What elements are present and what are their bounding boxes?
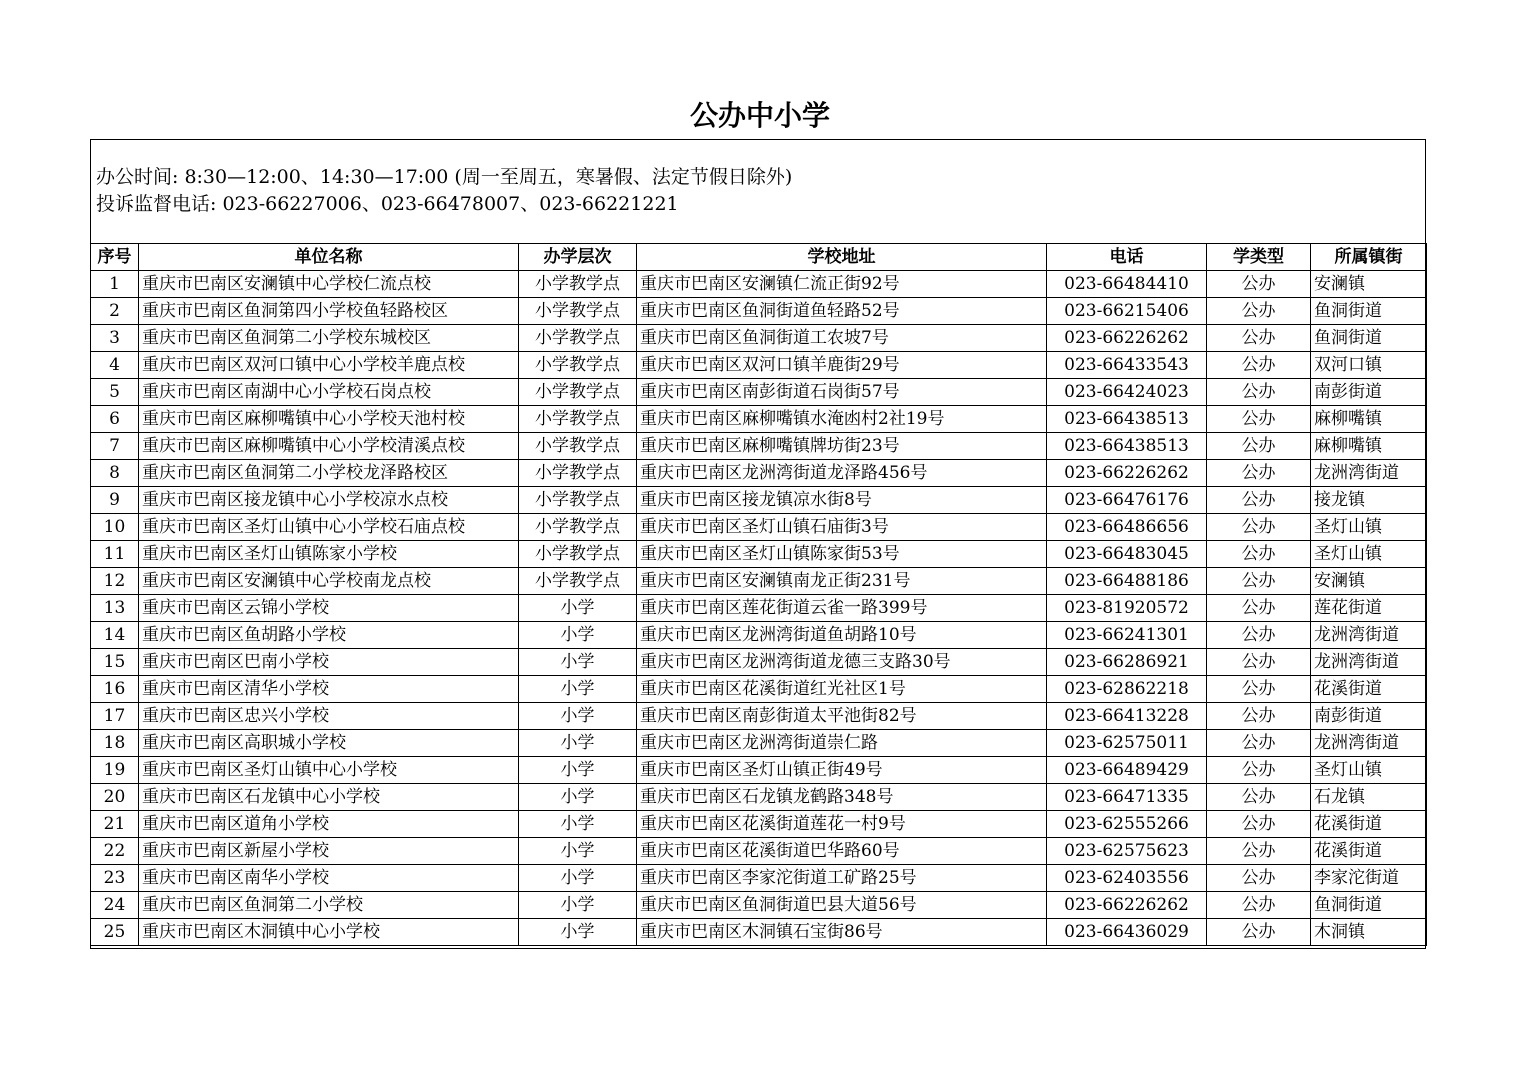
cell-town: 接龙镇 [1311,487,1427,514]
cell-index: 25 [91,919,139,946]
cell-town: 双河口镇 [1311,352,1427,379]
cell-phone: 023-66241301 [1047,622,1207,649]
cell-index: 21 [91,811,139,838]
cell-address: 重庆市巴南区南彭街道石岗街57号 [637,379,1047,406]
cell-address: 重庆市巴南区木洞镇石宝街86号 [637,919,1047,946]
table-row [91,406,1427,433]
cell-unit-name: 重庆市巴南区麻柳嘴镇中心小学校清溪点校 [139,433,519,460]
cell-phone: 023-62555266 [1047,811,1207,838]
cell-town: 麻柳嘴镇 [1311,433,1427,460]
cell-unit-name: 重庆市巴南区忠兴小学校 [139,703,519,730]
cell-phone: 023-66438513 [1047,406,1207,433]
cell-type: 公办 [1207,892,1311,919]
table-row [91,919,1427,946]
cell-unit-name: 重庆市巴南区鱼洞第四小学校鱼轻路校区 [139,298,519,325]
cell-address: 重庆市巴南区花溪街道巴华路60号 [637,838,1047,865]
cell-town: 鱼洞街道 [1311,325,1427,352]
cell-level: 小学 [519,730,637,757]
cell-level: 小学教学点 [519,325,637,352]
cell-type: 公办 [1207,406,1311,433]
cell-phone: 023-62403556 [1047,865,1207,892]
cell-unit-name: 重庆市巴南区鱼洞第二小学校 [139,892,519,919]
table-row [91,514,1427,541]
cell-index: 15 [91,649,139,676]
cell-type: 公办 [1207,649,1311,676]
cell-index: 16 [91,676,139,703]
table-row [91,352,1427,379]
table-row [91,298,1427,325]
cell-address: 重庆市巴南区安澜镇仁流正街92号 [637,271,1047,298]
cell-index: 6 [91,406,139,433]
cell-type: 公办 [1207,298,1311,325]
cell-address: 重庆市巴南区南彭街道太平池街82号 [637,703,1047,730]
cell-unit-name: 重庆市巴南区鱼胡路小学校 [139,622,519,649]
cell-index: 5 [91,379,139,406]
cell-town: 圣灯山镇 [1311,541,1427,568]
cell-level: 小学教学点 [519,352,637,379]
cell-unit-name: 重庆市巴南区圣灯山镇中心小学校 [139,757,519,784]
cell-phone: 023-66483045 [1047,541,1207,568]
header-town: 所属镇街 [1311,244,1427,271]
table-row [91,676,1427,703]
table-row [91,892,1427,919]
cell-phone: 023-66226262 [1047,325,1207,352]
cell-level: 小学教学点 [519,487,637,514]
cell-town: 南彭街道 [1311,703,1427,730]
table-row [91,460,1427,487]
table-row [91,595,1427,622]
cell-unit-name: 重庆市巴南区云锦小学校 [139,595,519,622]
cell-address: 重庆市巴南区花溪街道红光社区1号 [637,676,1047,703]
cell-phone: 023-66413228 [1047,703,1207,730]
cell-unit-name: 重庆市巴南区清华小学校 [139,676,519,703]
cell-index: 4 [91,352,139,379]
notes-block [96,164,792,218]
cell-unit-name: 重庆市巴南区高职城小学校 [139,730,519,757]
cell-unit-name: 重庆市巴南区安澜镇中心学校仁流点校 [139,271,519,298]
table-row [91,568,1427,595]
table-row [91,649,1427,676]
cell-index: 9 [91,487,139,514]
table-row [91,757,1427,784]
cell-level: 小学 [519,649,637,676]
cell-town: 花溪街道 [1311,811,1427,838]
cell-town: 圣灯山镇 [1311,757,1427,784]
cell-town: 花溪街道 [1311,838,1427,865]
cell-type: 公办 [1207,487,1311,514]
cell-index: 18 [91,730,139,757]
cell-town: 莲花街道 [1311,595,1427,622]
cell-address: 重庆市巴南区鱼洞街道鱼轻路52号 [637,298,1047,325]
table-row [91,730,1427,757]
cell-town: 安澜镇 [1311,271,1427,298]
cell-town: 龙洲湾街道 [1311,622,1427,649]
cell-level: 小学教学点 [519,460,637,487]
cell-address: 重庆市巴南区莲花街道云雀一路399号 [637,595,1047,622]
cell-index: 23 [91,865,139,892]
cell-index: 14 [91,622,139,649]
cell-type: 公办 [1207,514,1311,541]
cell-town: 安澜镇 [1311,568,1427,595]
cell-type: 公办 [1207,811,1311,838]
header-level: 办学层次 [519,244,637,271]
cell-town: 鱼洞街道 [1311,298,1427,325]
cell-index: 1 [91,271,139,298]
cell-unit-name: 重庆市巴南区南湖中心小学校石岗点校 [139,379,519,406]
cell-town: 龙洲湾街道 [1311,460,1427,487]
cell-level: 小学教学点 [519,298,637,325]
cell-town: 花溪街道 [1311,676,1427,703]
cell-type: 公办 [1207,460,1311,487]
cell-index: 17 [91,703,139,730]
cell-type: 公办 [1207,757,1311,784]
cell-level: 小学 [519,784,637,811]
cell-phone: 023-66476176 [1047,487,1207,514]
cell-phone: 023-62862218 [1047,676,1207,703]
table-row [91,784,1427,811]
cell-phone: 023-81920572 [1047,595,1207,622]
cell-index: 22 [91,838,139,865]
cell-phone: 023-62575011 [1047,730,1207,757]
cell-phone: 023-66436029 [1047,919,1207,946]
cell-address: 重庆市巴南区花溪街道莲花一村9号 [637,811,1047,838]
cell-level: 小学 [519,865,637,892]
page-title: 公办中小学 [689,99,830,132]
cell-phone: 023-66424023 [1047,379,1207,406]
cell-level: 小学 [519,919,637,946]
cell-type: 公办 [1207,271,1311,298]
cell-phone: 023-62575623 [1047,838,1207,865]
header-index: 序号 [91,244,139,271]
cell-address: 重庆市巴南区圣灯山镇石庙街3号 [637,514,1047,541]
cell-unit-name: 重庆市巴南区木洞镇中心小学校 [139,919,519,946]
cell-address: 重庆市巴南区安澜镇南龙正街231号 [637,568,1047,595]
cell-address: 重庆市巴南区鱼洞街道巴县大道56号 [637,892,1047,919]
cell-unit-name: 重庆市巴南区新屋小学校 [139,838,519,865]
table-row [91,703,1427,730]
cell-index: 2 [91,298,139,325]
table-row [91,541,1427,568]
cell-address: 重庆市巴南区圣灯山镇正街49号 [637,757,1047,784]
cell-phone: 023-66438513 [1047,433,1207,460]
cell-address: 重庆市巴南区鱼洞街道工农坡7号 [637,325,1047,352]
cell-unit-name: 重庆市巴南区麻柳嘴镇中心小学校天池村校 [139,406,519,433]
table-row [91,433,1427,460]
cell-index: 7 [91,433,139,460]
cell-unit-name: 重庆市巴南区接龙镇中心小学校凉水点校 [139,487,519,514]
cell-unit-name: 重庆市巴南区双河口镇中心小学校羊鹿点校 [139,352,519,379]
cell-phone: 023-66215406 [1047,298,1207,325]
cell-type: 公办 [1207,379,1311,406]
cell-phone: 023-66286921 [1047,649,1207,676]
cell-town: 圣灯山镇 [1311,514,1427,541]
schools-table [90,243,1427,946]
cell-type: 公办 [1207,568,1311,595]
cell-index: 19 [91,757,139,784]
cell-level: 小学 [519,838,637,865]
cell-level: 小学 [519,892,637,919]
table-row [91,865,1427,892]
cell-level: 小学 [519,811,637,838]
table-row [91,487,1427,514]
header-phone: 电话 [1047,244,1207,271]
table-header-row [91,244,1427,271]
table-row [91,271,1427,298]
cell-address: 重庆市巴南区双河口镇羊鹿街29号 [637,352,1047,379]
cell-address: 重庆市巴南区圣灯山镇陈家街53号 [637,541,1047,568]
table-row [91,325,1427,352]
table-row [91,379,1427,406]
cell-unit-name: 重庆市巴南区南华小学校 [139,865,519,892]
cell-address: 重庆市巴南区麻柳嘴镇水淹凼村2社19号 [637,406,1047,433]
cell-phone: 023-66484410 [1047,271,1207,298]
cell-address: 重庆市巴南区李家沱街道工矿路25号 [637,865,1047,892]
cell-level: 小学教学点 [519,433,637,460]
cell-index: 12 [91,568,139,595]
cell-type: 公办 [1207,352,1311,379]
cell-town: 鱼洞街道 [1311,892,1427,919]
cell-address: 重庆市巴南区龙洲湾街道崇仁路 [637,730,1047,757]
cell-type: 公办 [1207,433,1311,460]
cell-town: 麻柳嘴镇 [1311,406,1427,433]
cell-unit-name: 重庆市巴南区圣灯山镇陈家小学校 [139,541,519,568]
header-address: 学校地址 [637,244,1047,271]
cell-address: 重庆市巴南区龙洲湾街道鱼胡路10号 [637,622,1047,649]
complaint-phone-text: 投诉监督电话: 023-66227006、023-66478007、023-66221221 [96,193,679,215]
office-hours-text: 办公时间: 8:30—12:00、14:30—17:00 (周一至周五，寒暑假、法定节假日除外) [96,166,793,188]
cell-level: 小学 [519,757,637,784]
cell-unit-name: 重庆市巴南区石龙镇中心小学校 [139,784,519,811]
cell-phone: 023-66433543 [1047,352,1207,379]
cell-type: 公办 [1207,622,1311,649]
cell-level: 小学教学点 [519,379,637,406]
cell-type: 公办 [1207,676,1311,703]
cell-phone: 023-66489429 [1047,757,1207,784]
cell-level: 小学教学点 [519,406,637,433]
table-row [91,838,1427,865]
cell-unit-name: 重庆市巴南区安澜镇中心学校南龙点校 [139,568,519,595]
cell-phone: 023-66471335 [1047,784,1207,811]
cell-type: 公办 [1207,730,1311,757]
cell-address: 重庆市巴南区接龙镇凉水街8号 [637,487,1047,514]
cell-town: 石龙镇 [1311,784,1427,811]
header-unit-name: 单位名称 [139,244,519,271]
cell-index: 8 [91,460,139,487]
cell-level: 小学 [519,595,637,622]
cell-address: 重庆市巴南区麻柳嘴镇牌坊街23号 [637,433,1047,460]
cell-unit-name: 重庆市巴南区鱼洞第二小学校东城校区 [139,325,519,352]
cell-level: 小学教学点 [519,568,637,595]
cell-type: 公办 [1207,919,1311,946]
cell-level: 小学教学点 [519,514,637,541]
cell-unit-name: 重庆市巴南区鱼洞第二小学校龙泽路校区 [139,460,519,487]
cell-index: 20 [91,784,139,811]
cell-level: 小学 [519,622,637,649]
cell-unit-name: 重庆市巴南区巴南小学校 [139,649,519,676]
cell-town: 南彭街道 [1311,379,1427,406]
cell-address: 重庆市巴南区龙洲湾街道龙泽路456号 [637,460,1047,487]
cell-phone: 023-66226262 [1047,460,1207,487]
cell-type: 公办 [1207,784,1311,811]
cell-type: 公办 [1207,325,1311,352]
table-row [91,622,1427,649]
cell-level: 小学教学点 [519,271,637,298]
table-row [91,811,1427,838]
cell-unit-name: 重庆市巴南区圣灯山镇中心小学校石庙点校 [139,514,519,541]
cell-type: 公办 [1207,541,1311,568]
cell-index: 10 [91,514,139,541]
cell-address: 重庆市巴南区石龙镇龙鹤路348号 [637,784,1047,811]
cell-type: 公办 [1207,865,1311,892]
header-type: 学类型 [1207,244,1311,271]
cell-town: 龙洲湾街道 [1311,649,1427,676]
cell-phone: 023-66486656 [1047,514,1207,541]
cell-type: 公办 [1207,595,1311,622]
cell-level: 小学 [519,703,637,730]
cell-index: 13 [91,595,139,622]
cell-type: 公办 [1207,838,1311,865]
cell-town: 龙洲湾街道 [1311,730,1427,757]
cell-phone: 023-66488186 [1047,568,1207,595]
cell-level: 小学教学点 [519,541,637,568]
cell-address: 重庆市巴南区龙洲湾街道龙德三支路30号 [637,649,1047,676]
cell-index: 24 [91,892,139,919]
cell-town: 木洞镇 [1311,919,1427,946]
cell-unit-name: 重庆市巴南区道角小学校 [139,811,519,838]
cell-index: 11 [91,541,139,568]
cell-index: 3 [91,325,139,352]
cell-type: 公办 [1207,703,1311,730]
cell-town: 李家沱街道 [1311,865,1427,892]
cell-level: 小学 [519,676,637,703]
cell-phone: 023-66226262 [1047,892,1207,919]
